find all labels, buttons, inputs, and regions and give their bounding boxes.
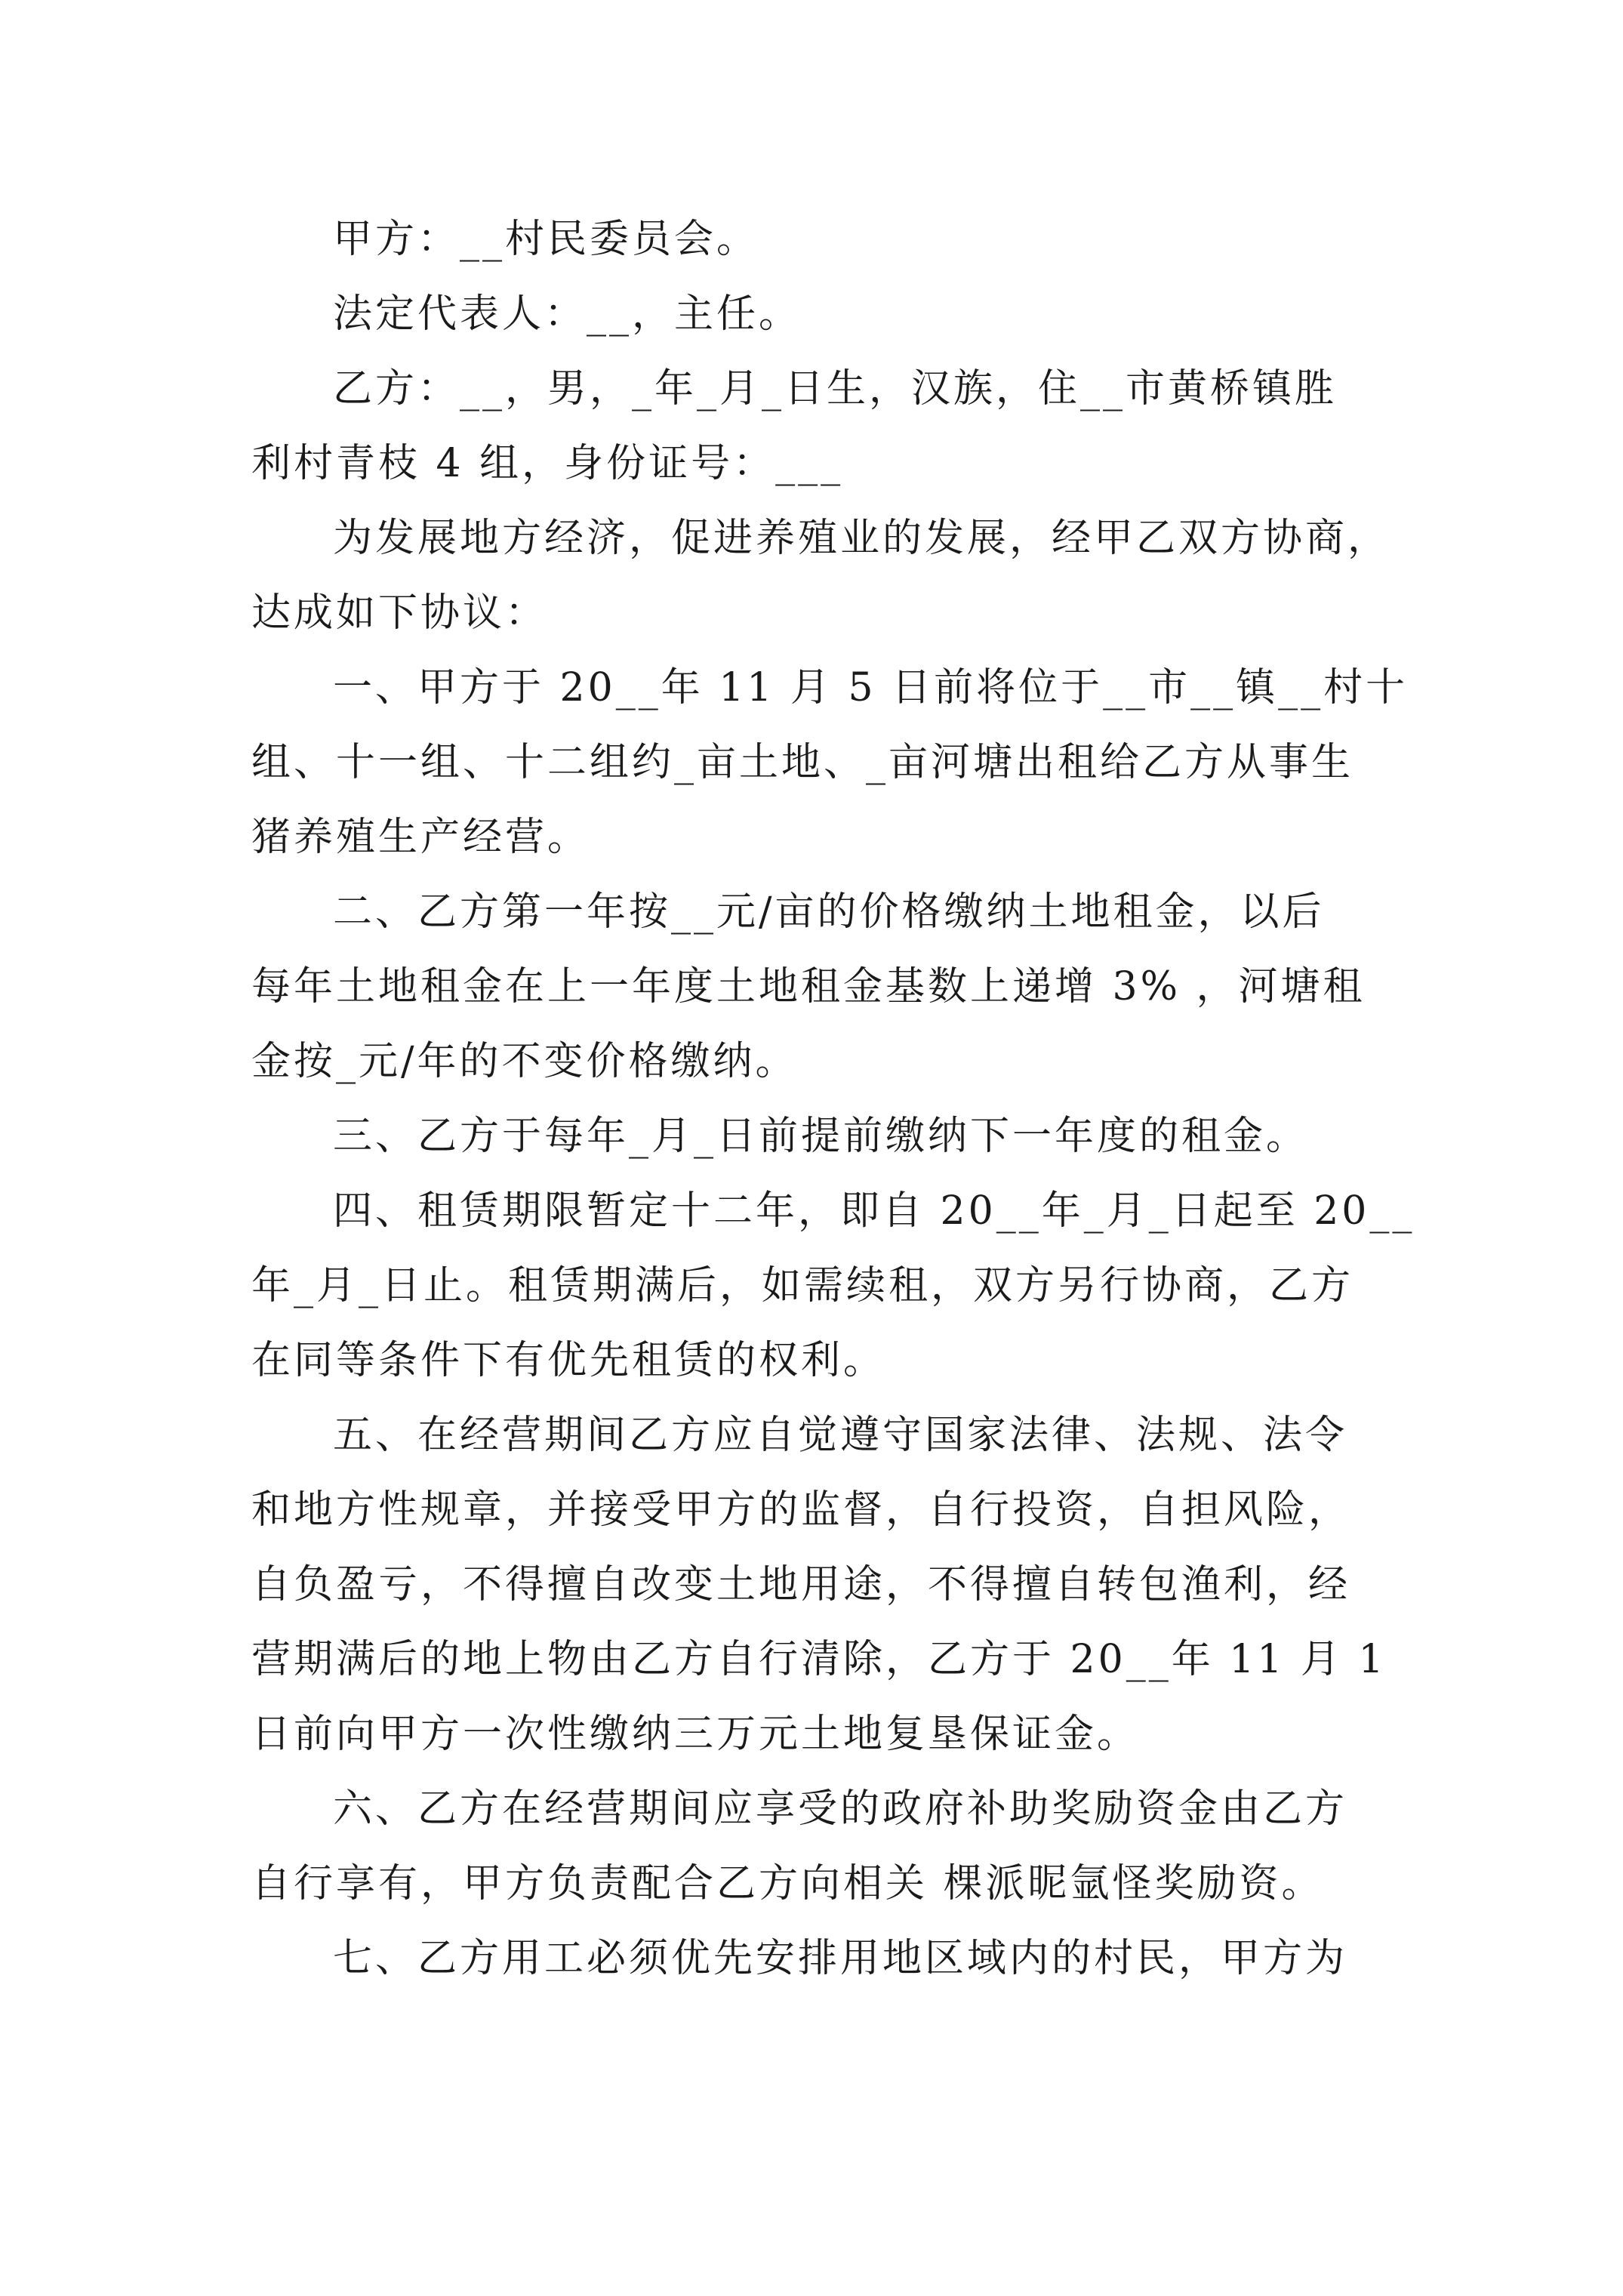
text-line: 日前向甲方一次性缴纳三万元土地复垦保证金。: [251, 1712, 1140, 1757]
text-line: 自负盈亏，不得擅自改变土地用途，不得擅自转包渔利，经: [251, 1562, 1351, 1607]
clause-three: [251, 1099, 1384, 1174]
paragraph-preamble: [251, 501, 1390, 651]
document-body: [251, 202, 1415, 1996]
text-line: 为发展地方经济，促进养殖业的发展，经甲乙双方协商，: [333, 516, 1390, 561]
text-line: 二、乙方第一年按__元/亩的价格缴纳土地租金，以后: [333, 889, 1325, 935]
text-line: 五、在经营期间乙方应自觉遵守国家法律、法规、法令: [333, 1413, 1348, 1458]
clause-four: [251, 1174, 1415, 1398]
clause-two: [251, 875, 1384, 1099]
text-line: 利村青枝 4 组，身份证号：___: [251, 441, 844, 486]
text-line: 七、乙方用工必须优先安排用地区域内的村民，甲方为: [333, 1936, 1348, 1981]
text-line: 甲方：__村民委员会。: [333, 217, 759, 262]
text-line: 三、乙方于每年_月_日前提前缴纳下一年度的租金。: [333, 1114, 1309, 1159]
paragraph-party-b: [251, 352, 1384, 501]
text-line: 达成如下协议：: [251, 590, 548, 636]
text-line: 每年土地租金在上一年度土地租金基数上递增 3% ，河塘租: [251, 964, 1366, 1009]
text-line: 猪养殖生产经营。: [251, 815, 590, 860]
text-line: 组、十一组、十二组约_亩土地、_亩河塘出租给乙方从事生: [251, 740, 1354, 785]
text-line: 年_月_日止。租赁期满后，如需续租，双方另行协商，乙方: [251, 1263, 1354, 1308]
text-line: 一、甲方于 20__年 11 月 5 日前将位于__市__镇__村十: [333, 665, 1409, 710]
clause-one: [251, 651, 1409, 875]
clause-six: [251, 1772, 1384, 1922]
paragraph-legal-representative: [251, 277, 1384, 352]
text-line: 自行享有，甲方负责配合乙方向相关 棵派昵氩怪奖励资。: [251, 1861, 1324, 1906]
text-line: 营期满后的地上物由乙方自行清除，乙方于 20__年 11 月 1: [251, 1637, 1387, 1682]
text-line: 和地方性规章，并接受甲方的监督，自行投资，自担风险，: [251, 1487, 1351, 1533]
clause-five: [251, 1398, 1387, 1772]
clause-seven: [251, 1922, 1384, 1996]
text-line: 乙方：__，男，_年_月_日生，汉族，住__市黄桥镇胜: [333, 366, 1338, 411]
text-line: 法定代表人：__，主任。: [333, 291, 802, 337]
text-line: 在同等条件下有优先租赁的权利。: [251, 1338, 886, 1383]
paragraph-party-a: [251, 202, 1384, 277]
text-line: 六、乙方在经营期间应享受的政府补助奖励资金由乙方: [333, 1786, 1348, 1832]
text-line: 四、租赁期限暂定十二年，即自 20__年_月_日起至 20__: [333, 1188, 1415, 1234]
text-line: 金按_元/年的不变价格缴纳。: [251, 1039, 798, 1084]
